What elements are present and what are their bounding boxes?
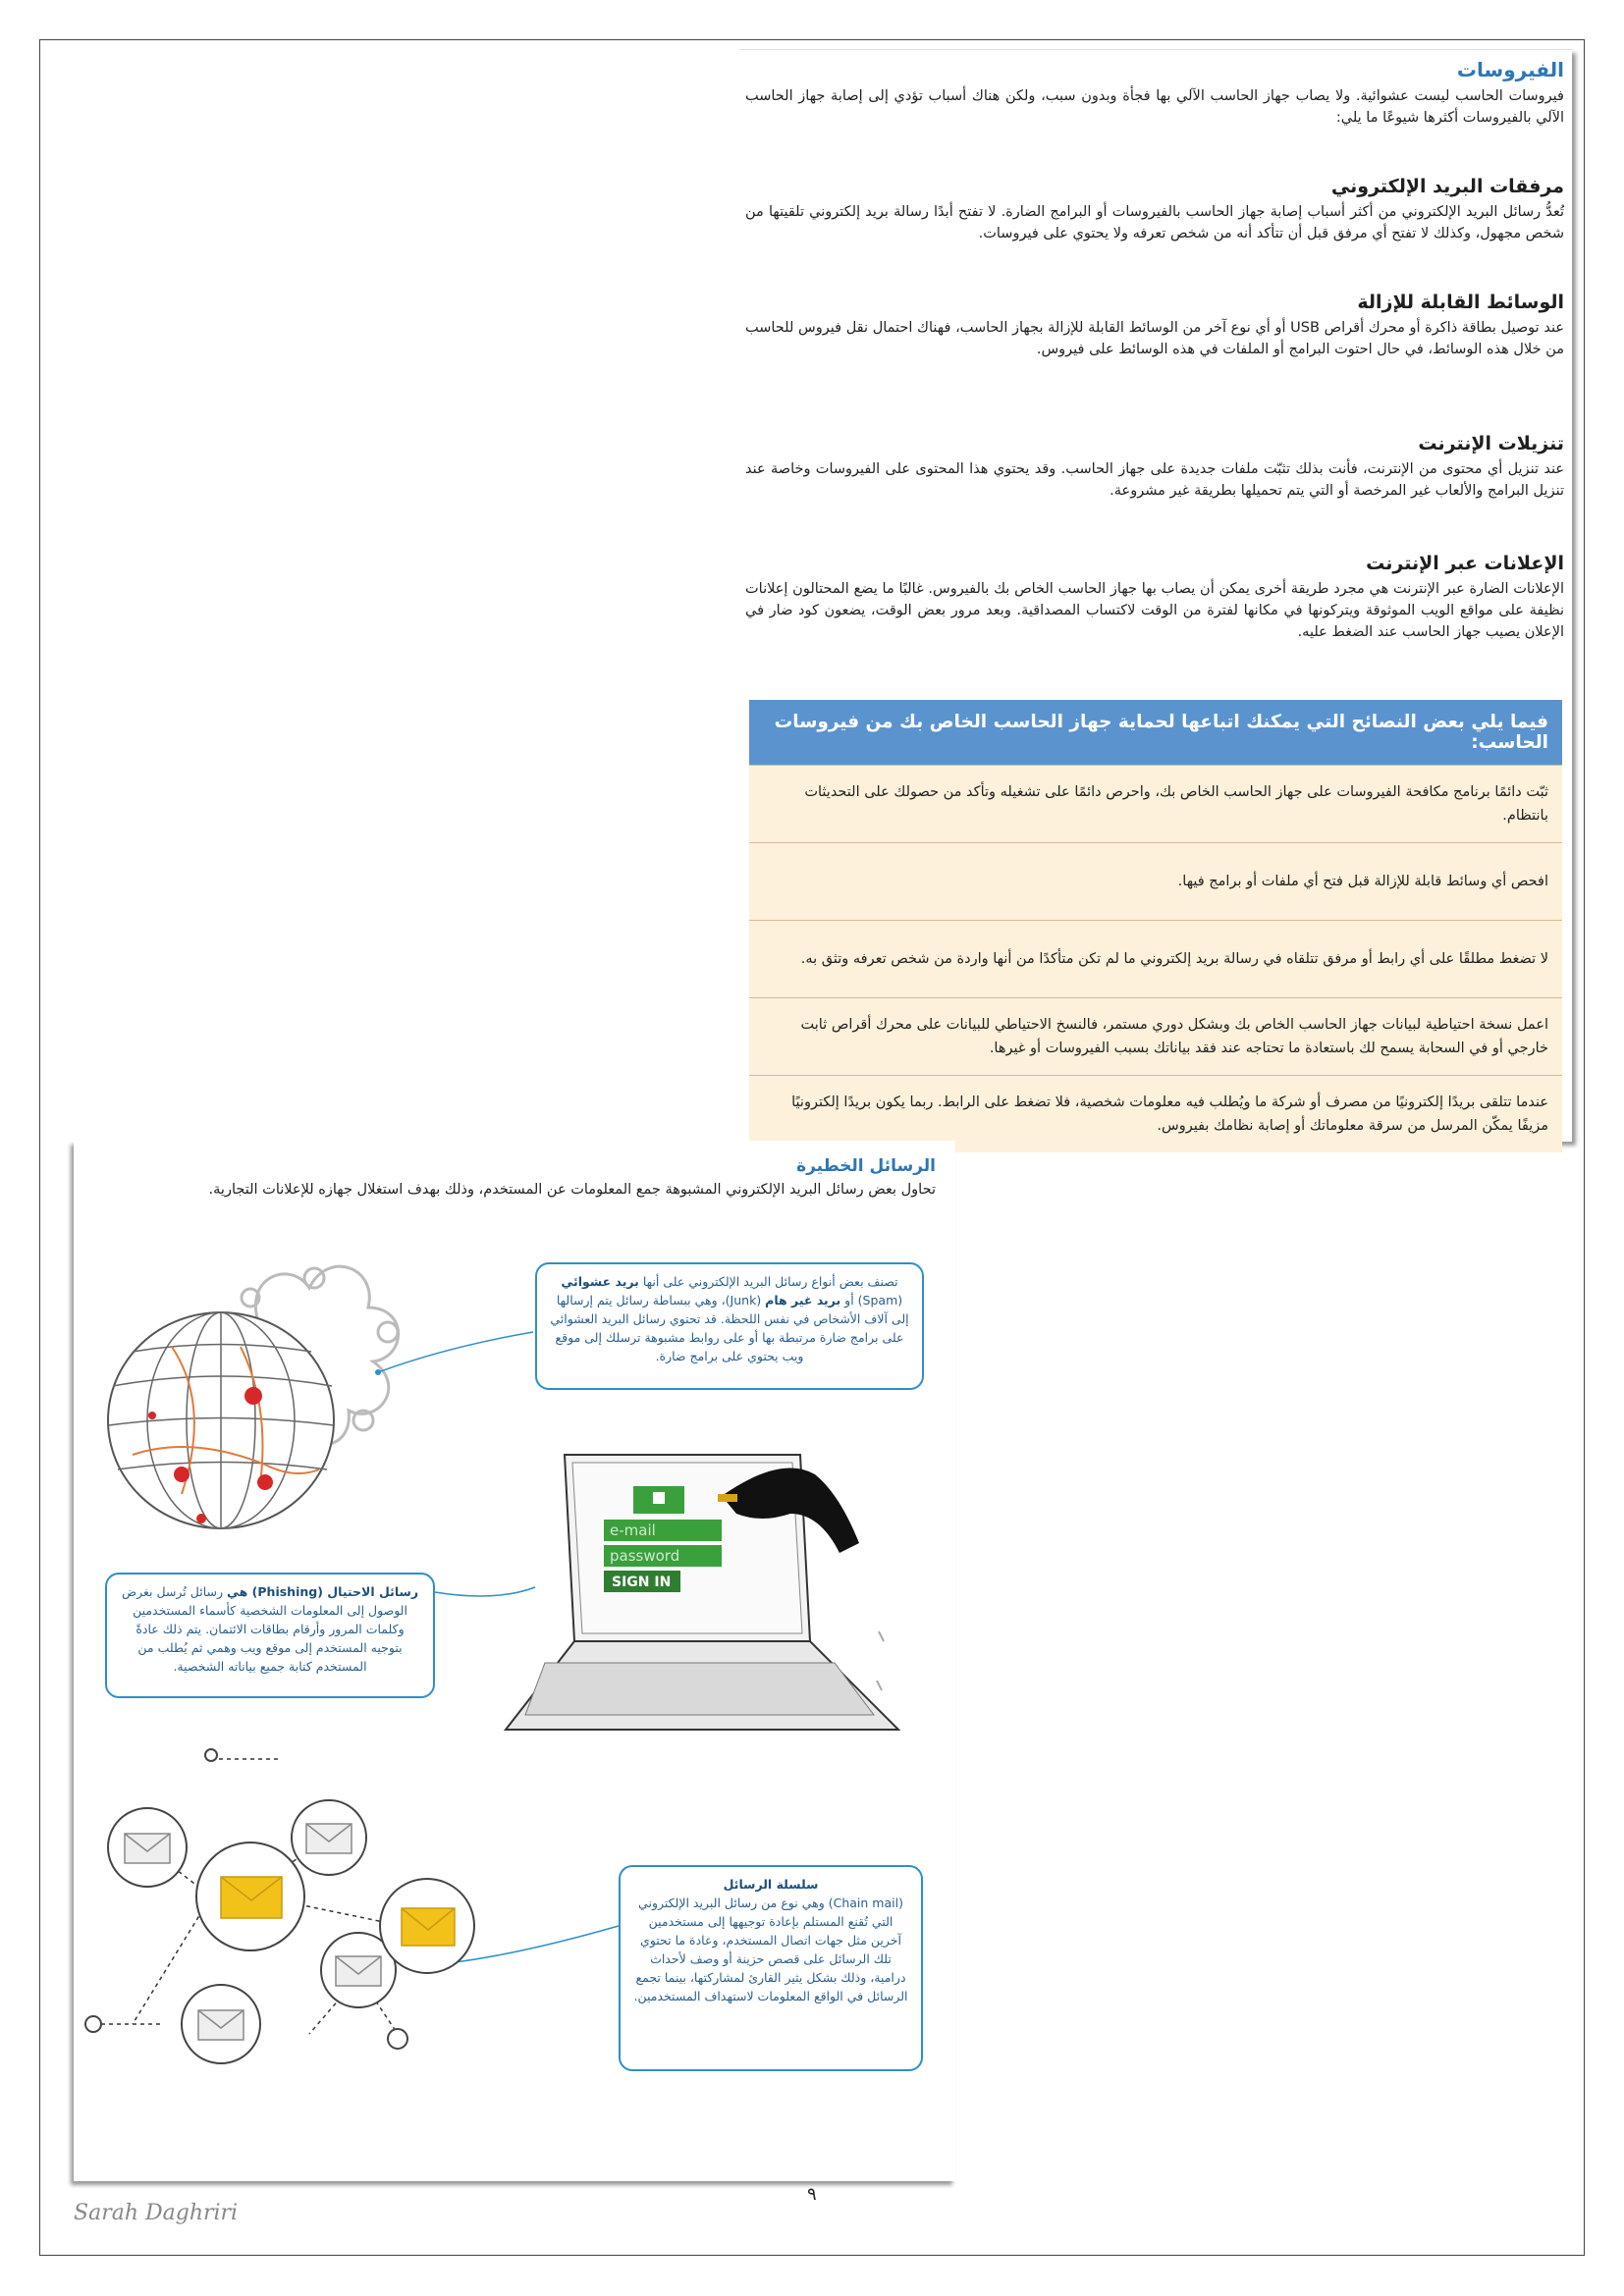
dangerous-messages-panel [74,1141,955,2181]
chain-mail-title: سلسلة الرسائل [723,1877,819,1892]
chain-mail-callout [619,1865,923,2071]
subsection-downloads [745,433,1564,502]
subsection-heading: الإعلانات عبر الإنترنت [1366,553,1564,574]
subsection-heading: مرفقات البريد الإلكتروني [1330,176,1564,197]
subsection-text: الإعلانات الضارة عبر الإنترنت هي مجرد طريقة أخرى يمكن أن يصاب بها جهاز الحاسب الخاص بك بالفيروس. غالبًا ما يضع المحتالون إعلانات نظيفة على مواقع الويب الموثوقة ويتركونها في مكانها لفترة من الوقت لاكتساب المصداقية. وبعد مرور بعض الوقت، يضعون كود ضار في الإعلان يصيب جهاز الحاسب عند الضغط عليه. [745,581,1564,640]
callout-text: (Spam) أو [840,1293,903,1308]
subsection-text: تُعدُّ رسائل البريد الإلكتروني من أكثر أسباب إصابة جهاز الحاسب بالفيروسات أو البرامج الضارة. لا تفتح أبدًا رسالة بريد إلكتروني تلقيتها من شخص مجهول، وكذلك لا تفتح أي مرفق قبل أن تتأكد أنه من شخص تعرفه ولا يحتوي على فيروسات. [745,204,1564,241]
callout-text: تصنف بعض أنواع رسائل البريد الإلكتروني على أنها [638,1274,898,1289]
tip-row: افحص أي وسائط قابلة للإزالة قبل فتح أي ملفات أو برامج فيها. [749,843,1562,921]
laptop-password-label: password [610,1547,680,1565]
callout-text: (Junk)، وهي ببساطة رسائل يتم إرسالها إلى آلاف الأشخاص في نفس اللحظة. قد تحتوي رسائل البريد العشوائي على برامج ضارة مرتبطة بها أو على روابط مشبوهة ترسلك إلى موقع ويب يحتوي على برامج ضارة. [550,1293,909,1363]
tip-row: لا تضغط مطلقًا على أي رابط أو مرفق تتلقاه في رسالة بريد إلكتروني ما لم تكن متأكدًا من أنها واردة من شخص تعرفه وتثق به. [749,921,1562,998]
subsection-heading: الوسائط القابلة للإزالة [1357,292,1564,313]
page-number: ٩ [807,2184,817,2205]
intro-paragraph: فيروسات الحاسب ليست عشوائية. ولا يصاب جهاز الحاسب الآلي بها فجأة وبدون سبب، ولكن هناك أسباب تؤدي إلى إصابة جهاز الحاسب الآلي بالفيروسات أكثرها شيوعًا ما يلي: [745,88,1564,126]
tips-header: فيما يلي بعض النصائح التي يمكنك اتباعها لحماية جهاز الحاسب الخاص بك من فيروسات الحاسب: [749,700,1562,766]
subsection-text: عند توصيل بطاقة ذاكرة أو محرك أقراص USB أو أي نوع آخر من الوسائط القابلة للإزالة بجهاز الحاسب، فهناك احتمال نقل فيروس للحاسب من خلال هذه الوسائط، في حال احتوت البرامج أو الملفات في هذه الوسائط على فيروس. [745,320,1565,357]
phishing-term: رسائل الاحتيال (Phishing) هي [227,1584,419,1599]
subsection-ads [745,553,1564,643]
tip-row: اعمل نسخة احتياطية لبيانات جهاز الحاسب الخاص بك وبشكل دوري مستمر، فالنسخ الاحتياطي للبيانات على محرك أقراص ثابت خارجي أو في السحابة يسمح لك باستعادة ما تحتاجه عند فقد بياناتك بسبب الفيروسات أو غيرها. [749,998,1562,1076]
spam-callout [535,1262,924,1390]
chain-mail-illustration [74,1749,486,2093]
dangerous-messages-subtitle: تحاول بعض رسائل البريد الإلكتروني المشبوهة جمع المعلومات عن المستخدم، وذلك بهدف استغلال جهازه للإعلانات التجارية. [208,1182,936,1198]
callout-text: (Chain mail) وهي نوع من رسائل البريد الإلكتروني التي تُقنع المستلم بإعادة توجيهها إلى مستخدمين آخرين مثل جهات اتصال المستخدم، وعادة ما تحتوي تلك الرسائل على قصص حزينة أو وصف لأحداث درامية، وذلك بشكل يثير القارئ لمشاركتها، بينما تجمع الرسائل في الواقع المعلومات لاستهداف المستخدمين. [633,1896,908,2003]
laptop-email-label: e-mail [610,1522,656,1539]
dangerous-messages-title: الرسائل الخطيرة [796,1156,936,1176]
spam-term: بريد عشوائي [561,1274,639,1289]
viruses-intro-block [745,58,1564,129]
tip-row: ثبّت دائمًا برنامج مكافحة الفيروسات على جهاز الحاسب الخاص بك، واحرص دائمًا على تشغيله وتأكد من حصولك على التحديثات بانتظام. [749,766,1562,843]
viruses-panel [739,49,1572,1142]
author-signature: Sarah Daghriri [74,2201,239,2225]
laptop-phishing-illustration [486,1435,947,1759]
phishing-callout [105,1573,435,1698]
section-title: الفيروسات [1456,58,1564,81]
tips-table [749,700,1562,1152]
subsection-email [745,176,1564,244]
subsection-removable [745,292,1564,360]
callout-text: رسائل تُرسل بغرض الوصول إلى المعلومات الشخصية كأسماء المستخدمين وكلمات المرور وأرقام بطاقات الائتمان. يتم ذلك عادةً بتوجيه المستخدم إلى موقع ويب وهمي ثم يُطلب من المستخدم كتابة جميع بياناته الشخصية. [121,1584,407,1674]
junk-term: بريد غير هام [765,1293,841,1308]
tip-row: عندما تتلقى بريدًا إلكترونيًا من مصرف أو شركة ما ويُطلب فيه معلومات شخصية، فلا تضغط على الرابط. ربما يكون بريدًا إلكترونيًا مزيفًا يمكّن المرسل من سرقة معلوماتك أو إصابة نظامك بفيروس. [749,1076,1562,1153]
subsection-heading: تنزيلات الإنترنت [1418,433,1564,454]
subsection-text: عند تنزيل أي محتوى من الإنترنت، فأنت بذلك تثبّت ملفات جديدة على جهاز الحاسب. وقد يحتوي هذا المحتوى على الفيروسات وخاصة عند تنزيل البرامج والألعاب غير المرخصة أو التي يتم تحميلها بطريقة غير مشروعة. [745,461,1564,499]
laptop-signin-label: SIGN IN [612,1575,672,1590]
